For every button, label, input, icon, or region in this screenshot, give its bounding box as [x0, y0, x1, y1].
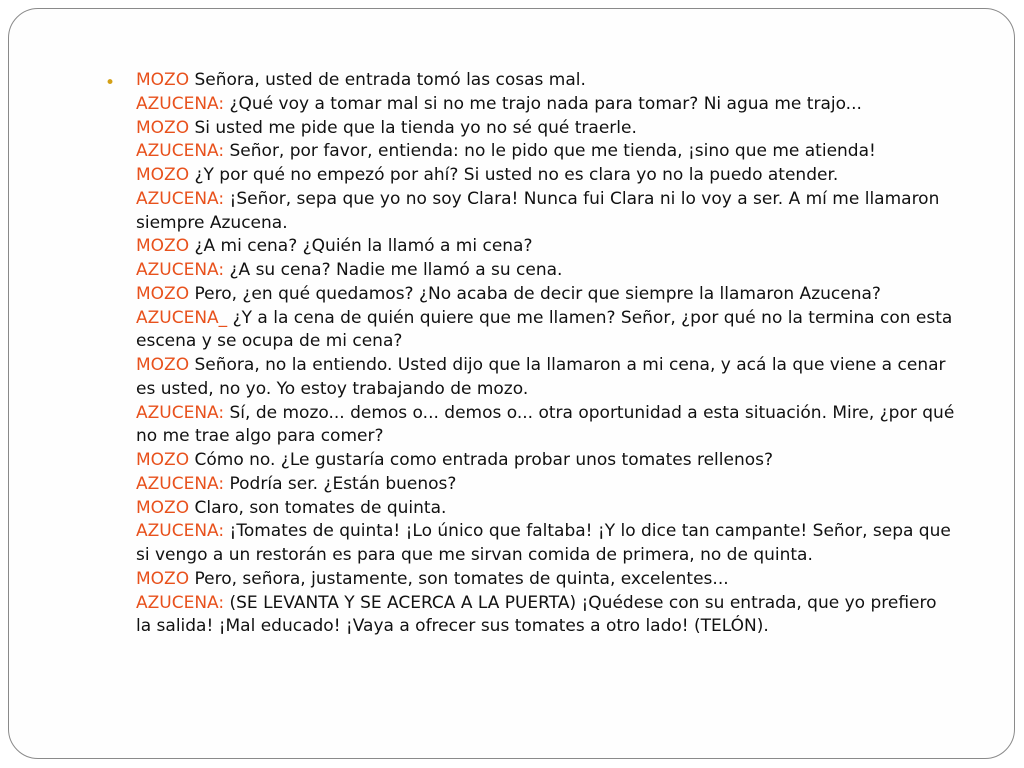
dialogue-line — [136, 520, 956, 568]
speaker-label: MOZO — [136, 283, 190, 304]
speaker-label: MOZO — [136, 236, 190, 257]
speaker-label: MOZO — [136, 355, 190, 375]
speaker-label: MOZO — [136, 497, 190, 518]
speaker-label: AZUCENA: — [136, 521, 225, 542]
dialogue-line — [136, 473, 956, 497]
speaker-label: AZUCENA: — [136, 141, 225, 162]
dialogue-line — [136, 235, 956, 259]
dialogue-line — [136, 140, 956, 164]
dialogue-text: Señora, usted de entrada tomó las cosas mal. — [189, 70, 586, 90]
dialogue-text: ¿Qué voy a tomar mal si no me trajo nada para tomar? Ni agua me trajo... — [224, 93, 862, 114]
dialogue-text: Señora, no la entiendo. Usted dijo que la llamaron a mi cena, y acá la que viene a cenar es usted, no yo. Yo estoy trabajando de mozo. — [136, 355, 946, 399]
dialogue-line — [136, 449, 956, 473]
dialogue-line — [136, 592, 956, 640]
speaker-label: AZUCENA: — [136, 188, 225, 209]
dialogue-text: ¡Tomates de quinta! ¡Lo único que faltaba! ¡Y lo dice tan campante! Señor, sepa que si vengo a un restorán es para que me sirvan comida de primera, no de quinta. — [136, 521, 951, 565]
speaker-label: AZUCENA: — [136, 402, 225, 423]
dialogue-line — [136, 164, 956, 188]
bullet-icon: • — [105, 73, 116, 93]
speaker-label: MOZO — [136, 70, 190, 90]
dialogue-text: ¿A mi cena? ¿Quién la llamó a mi cena? — [189, 236, 533, 257]
slide-frame — [8, 8, 1015, 759]
speaker-label: AZUCENA: — [136, 473, 225, 494]
dialogue-text: Sí, de mozo... demos o... demos o... otra oportunidad a esta situación. Mire, ¿por qué no me trae algo para comer? — [136, 402, 955, 447]
dialogue-text: Señor, por favor, entienda: no le pido que me tienda, ¡sino que me atienda! — [224, 141, 876, 162]
speaker-label: AZUCENA: — [136, 93, 225, 114]
speaker-label: AZUCENA_ — [136, 307, 228, 328]
speaker-label: AZUCENA: — [136, 592, 225, 613]
dialogue-text: ¿Y por qué no empezó por ahí? Si usted no es clara yo no la puedo atender. — [189, 165, 839, 185]
dialogue-line — [136, 568, 956, 592]
dialogue-text: ¿A su cena? Nadie me llamó a su cena. — [224, 260, 563, 280]
dialogue-line — [136, 69, 956, 93]
speaker-label: MOZO — [136, 450, 190, 470]
dialogue-text: ¿Y a la cena de quién quiere que me llamen? Señor, ¿por qué no la termina con esta escena y se ocupa de mi cena? — [136, 307, 953, 352]
speaker-label: MOZO — [136, 568, 190, 589]
dialogue-list — [136, 69, 956, 639]
dialogue-text: (SE LEVANTA Y SE ACERCA A LA PUERTA) ¡Quédese con su entrada, que yo prefiero la salida! ¡Mal educado! ¡Vaya a ofrecer sus tomates a otro lado! (TELÓN). — [136, 592, 937, 637]
speaker-label: MOZO — [136, 117, 190, 138]
speaker-label: AZUCENA: — [136, 260, 225, 280]
dialogue-line — [136, 283, 956, 307]
dialogue-line — [136, 188, 956, 236]
dialogue-line — [136, 259, 956, 283]
dialogue-line — [136, 117, 956, 141]
dialogue-line — [136, 93, 956, 117]
dialogue-text: Podría ser. ¿Están buenos? — [224, 473, 457, 494]
dialogue-text: Si usted me pide que la tienda yo no sé qué traerle. — [189, 117, 637, 138]
dialogue-line — [136, 354, 956, 402]
dialogue-line — [136, 307, 956, 355]
dialogue-text: Pero, ¿en qué quedamos? ¿No acaba de decir que siempre la llamaron Azucena? — [189, 283, 881, 304]
dialogue-text: Claro, son tomates de quinta. — [189, 497, 447, 518]
dialogue-text: ¡Señor, sepa que yo no soy Clara! Nunca fui Clara ni lo voy a ser. A mí me llamaron siempre Azucena. — [136, 188, 940, 233]
dialogue-line — [136, 402, 956, 450]
dialogue-text: Pero, señora, justamente, son tomates de quinta, excelentes... — [189, 568, 729, 589]
dialogue-text: Cómo no. ¿Le gustaría como entrada probar unos tomates rellenos? — [189, 450, 774, 470]
dialogue-line — [136, 497, 956, 521]
speaker-label: MOZO — [136, 165, 190, 185]
